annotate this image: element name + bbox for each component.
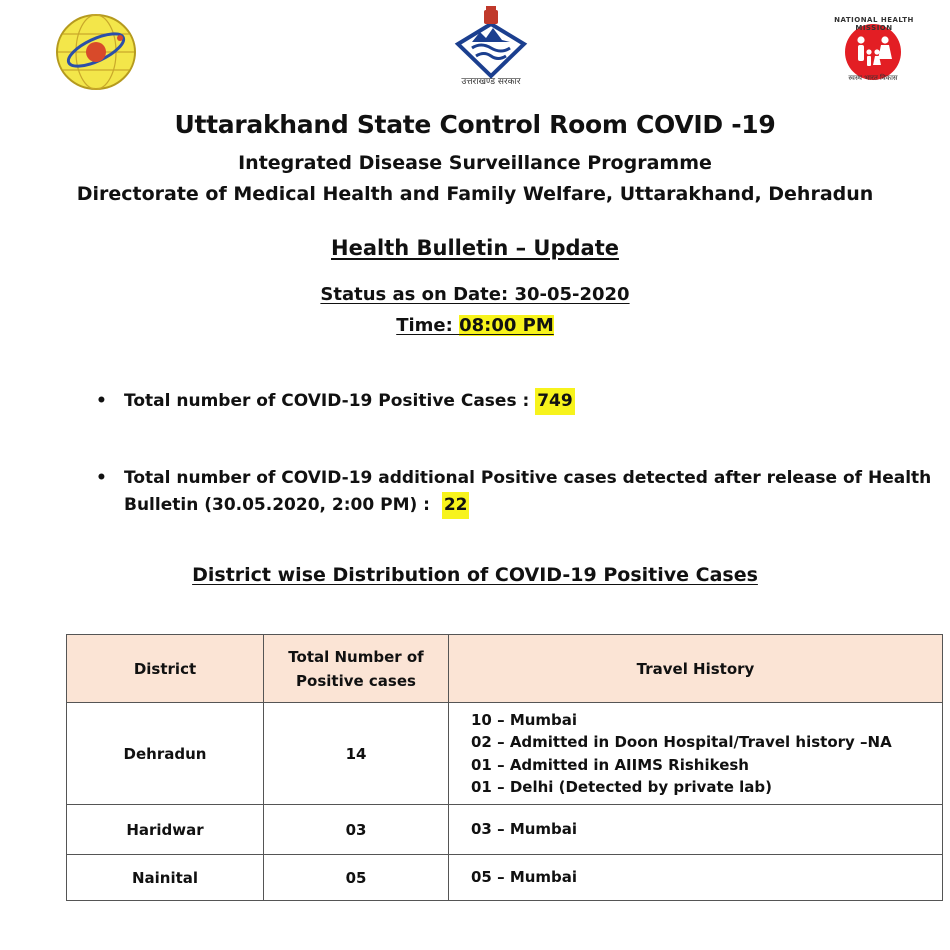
total-cases-value: 749: [535, 388, 575, 415]
table-row: [67, 855, 943, 901]
nhm-arc-text: NATIONAL HEALTH MISSION: [834, 16, 914, 32]
status-time: [0, 315, 950, 336]
bullet-dot: •: [96, 391, 107, 411]
status-date: [0, 284, 950, 305]
travel-entry: 02 – Admitted in Doon Hospital/Travel history –NA: [471, 733, 892, 751]
national-health-mission-logo: [830, 18, 916, 86]
district-cases-table: [66, 634, 943, 901]
page-title: Uttarakhand State Control Room COVID -19: [174, 110, 776, 139]
table-row: [67, 703, 943, 805]
total-cell: 03: [264, 805, 449, 855]
emblem-caption: उत्तराखण्ड सरकार: [461, 77, 521, 87]
directorate-subtitle: Directorate of Medical Health and Family Welfare, Uttarakhand, Dehradun: [76, 183, 874, 205]
header-district: District: [67, 635, 264, 703]
total-cases-text: [124, 388, 575, 415]
bulletin-heading-text: Health Bulletin – Update: [331, 236, 619, 260]
travel-entry: 01 – Delhi (Detected by private lab): [471, 778, 772, 796]
header-travel: Travel History: [449, 635, 943, 703]
table-heading-text: District wise Distribution of COVID-19 Positive Cases: [192, 564, 758, 586]
table-heading: [0, 564, 950, 586]
travel-entry: 10 – Mumbai: [471, 710, 578, 729]
travel-cell: [449, 855, 943, 901]
travel-entry: 03 – Mumbai: [471, 820, 578, 839]
travel-cell: [449, 703, 943, 805]
travel-entry: 05 – Mumbai: [471, 868, 578, 887]
additional-cases-label-line1: Total number of COVID-19 additional Positive cases detected after release of Health: [124, 468, 932, 488]
header-total-line1: Total Number of: [288, 647, 424, 666]
district-cell: Nainital: [67, 855, 264, 901]
bulletin-heading: [0, 236, 950, 260]
total-cell: 05: [264, 855, 449, 901]
travel-cell: [449, 805, 943, 855]
total-cell: 14: [264, 703, 449, 805]
additional-cases-text: [124, 465, 931, 519]
district-cell: Haridwar: [67, 805, 264, 855]
total-cases-label: Total number of COVID-19 Positive Cases :: [124, 391, 536, 411]
table-header-row: [67, 635, 943, 703]
table-row: [67, 805, 943, 855]
header-total-line2: Positive cases: [296, 671, 416, 690]
nhm-subtext: स्वस्थ भारत विकास: [848, 74, 898, 82]
nhm-globe-logo: [54, 12, 138, 92]
bullet-dot: •: [96, 468, 107, 488]
header-total: [264, 635, 449, 703]
time-value: 08:00 PM: [459, 315, 554, 336]
programme-subtitle: Integrated Disease Surveillance Programme: [238, 152, 712, 174]
status-time-label: [396, 315, 554, 336]
travel-entry: 01 – Admitted in AIIMS Rishikesh: [471, 755, 749, 774]
district-cell: Dehradun: [67, 703, 264, 805]
additional-cases-label-line2: Bulletin (30.05.2020, 2:00 PM) :: [124, 495, 442, 515]
time-label: Time:: [396, 315, 460, 336]
uttarakhand-govt-emblem: [448, 4, 534, 88]
status-date-text: Status as on Date: 30-05-2020: [320, 284, 630, 305]
additional-cases-value: 22: [442, 492, 470, 519]
